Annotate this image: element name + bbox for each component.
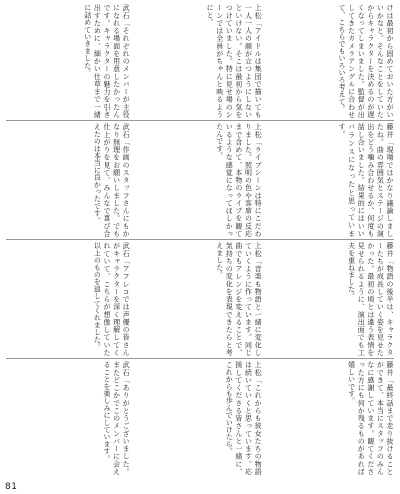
interview-text: 武石「ありがとうございました。またどこかでこのメンバーに会えることを楽しみにしています。	[102, 361, 131, 475]
text-column	[6, 361, 130, 475]
interview-text: 藤井「物語の後半は、キャラクターたちが成長していく姿を見せたかった。最初の頃とは違う表情を見せられるように、演出面でも工夫を重ねました。	[347, 242, 394, 356]
interview-text: 藤井「最終話まで走り抜けることができて、本当にスタッフのみんなに感謝しています。観てくださった方にも何か残るものがあれば嬉しいです。	[347, 361, 394, 475]
text-column	[138, 4, 262, 118]
text-column	[270, 242, 394, 356]
text-column	[270, 4, 394, 118]
text-tier-4	[6, 361, 394, 475]
interview-text: 武石「アフレコでは声優の皆さんがキャラクターを深く理解してくれていて、こちらが想像していた以上のものを返してくれました。	[93, 242, 131, 356]
text-column	[138, 123, 262, 237]
tier-divider	[6, 358, 394, 359]
interview-text: けは最初から固めておいた方がいいかなと。そんなことをしていたからキャラクターを決めるのが遅くなってしまいました。監督が出してきたカメラアングルに合わせて、こちらでもいろいろ考えて。	[338, 4, 394, 118]
tier-divider	[6, 239, 394, 240]
interview-text: 武石「作画のスタッフさんにもかなり無理をお願いしました。でも仕上がりを見て、みんなで喜び合えたのは本当に良かったです。	[93, 123, 131, 237]
text-column	[6, 242, 130, 356]
text-tier-3	[6, 242, 394, 356]
text-column	[270, 123, 394, 237]
interview-text: 藤井「現場ではかなり議論しましたね。曲の雰囲気とステージの演出をどう噛み合わせるか、何度も話し合いました。結果的にはいいバランスになったと思っています。	[338, 123, 394, 237]
interview-text: 上松「アイドルは集団で描いても一人一人の顔が立つようにしないといけない。そこは最初から気をつけていました。特に見せ場のシーンでは全員がちゃんと映るようにと。	[206, 4, 263, 118]
text-column	[270, 361, 394, 475]
interview-text: 上松「これからも彼女たちの物語は続いていくと思っています。応援してくださる皆さんと一緒に、これからも歩んでいけたら。	[225, 361, 263, 475]
interview-text: 上松「音楽も物語と一緒に変化していくように作っています。同じ曲でもアレンジを変えることで、気持ちの変化を表現できたらと考えました。	[215, 242, 263, 356]
text-column	[6, 4, 130, 118]
text-tier-1	[6, 4, 394, 118]
tier-divider	[6, 120, 394, 121]
text-column	[138, 361, 262, 475]
interview-text: 武石「それぞれのメンバーが主役になれる場面を用意したかったんです。キャラクターの魅力を引き出すために、細かい仕草まで一緒に詰めていきました。	[83, 4, 131, 118]
text-tier-2	[6, 123, 394, 237]
text-column	[6, 123, 130, 237]
interview-text: 上松「ライブシーンは特にこだわりました。照明の色や客席の反応まで含めて、本物のライブを観ているような感覚になってほしかったんです。	[215, 123, 263, 237]
text-column	[138, 242, 262, 356]
page-number: 81	[5, 482, 18, 492]
